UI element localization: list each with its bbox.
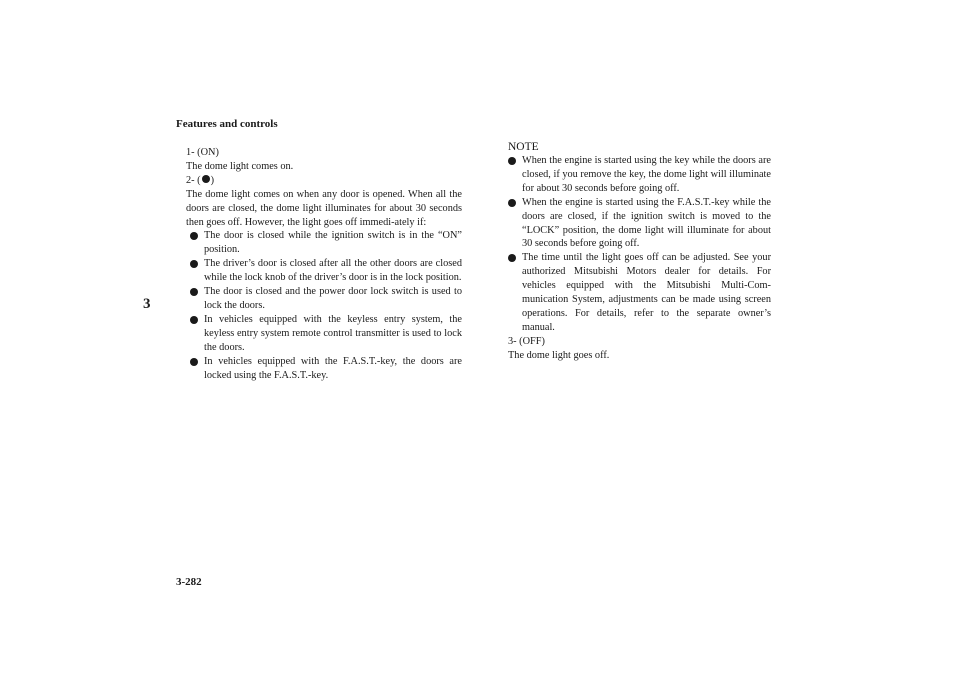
door-position-heading xyxy=(186,174,462,188)
list-item xyxy=(508,251,771,334)
bullet-icon xyxy=(190,316,198,324)
bullet-icon xyxy=(190,260,198,268)
bullet-icon xyxy=(508,254,516,262)
note-list xyxy=(508,154,771,335)
list-item-text: When the engine is started using the F.A.S.T.-key while the doors are closed, if the ignition switch is moved to the “LOCK” position, the dome light will illuminate for about 30 seconds before going off. xyxy=(522,196,771,250)
page-number: 3-282 xyxy=(176,576,202,588)
bullet-icon xyxy=(190,358,198,366)
bullet-icon xyxy=(508,157,516,165)
list-item-text: The door is closed and the power door lock switch is used to lock the doors. xyxy=(204,286,462,311)
list-item xyxy=(190,285,462,313)
bullet-icon xyxy=(190,288,198,296)
note-heading: NOTE xyxy=(508,141,539,153)
list-item-text: The driver’s door is closed after all the other doors are closed while the lock knob of the driver’s door is in the lock position. xyxy=(204,258,462,284)
bullet-icon xyxy=(190,232,198,240)
conditions-list xyxy=(190,229,462,382)
door-heading-suffix: ) xyxy=(210,174,215,186)
list-item xyxy=(190,229,462,257)
page-header-title: Features and controls xyxy=(176,118,278,130)
right-column xyxy=(508,140,771,363)
off-position-text: The dome light goes off. xyxy=(508,349,610,361)
chapter-tab: 3 xyxy=(143,296,151,312)
list-item xyxy=(508,154,771,196)
bullet-icon xyxy=(508,199,516,207)
door-heading-prefix: 2- ( xyxy=(186,174,201,186)
list-item xyxy=(508,196,771,252)
list-item-text: In vehicles equipped with the F.A.S.T.-key, the doors are locked using the F.A.S.T.-key. xyxy=(204,355,462,381)
list-item xyxy=(190,313,462,355)
list-item-text: The door is closed while the ignition switch is in the “ON” position. xyxy=(204,230,462,256)
list-item-text: In vehicles equipped with the keyless entry system, the keyless entry system remote control transmitter is used to lock the doors. xyxy=(204,313,462,353)
off-position-heading: 3- (OFF) xyxy=(508,335,545,347)
list-item-text: The time until the light goes off can be adjusted. See your authorized Mitsubishi Motors dealer for details. For vehicles equipped with the Mitsubishi Multi-Com-munication System, adjustments can be made using screen operations. For details, refer to the separate owner’s manual. xyxy=(522,252,771,333)
left-column xyxy=(186,146,462,382)
door-position-text: The dome light comes on when any door is opened. When all the doors are closed, the dome light illuminates for about 30 seconds then goes off. However, the light goes off immedi-ately if: xyxy=(186,188,462,228)
on-position-text: The dome light comes on. xyxy=(186,160,294,172)
list-item xyxy=(190,355,462,383)
on-position-heading: 1- (ON) xyxy=(186,147,219,158)
door-position-dot-icon xyxy=(202,175,210,183)
list-item xyxy=(190,257,462,285)
list-item-text: When the engine is started using the key while the doors are closed, if you remove the key, the dome light will illuminate for about 30 seconds before going off. xyxy=(522,155,771,194)
